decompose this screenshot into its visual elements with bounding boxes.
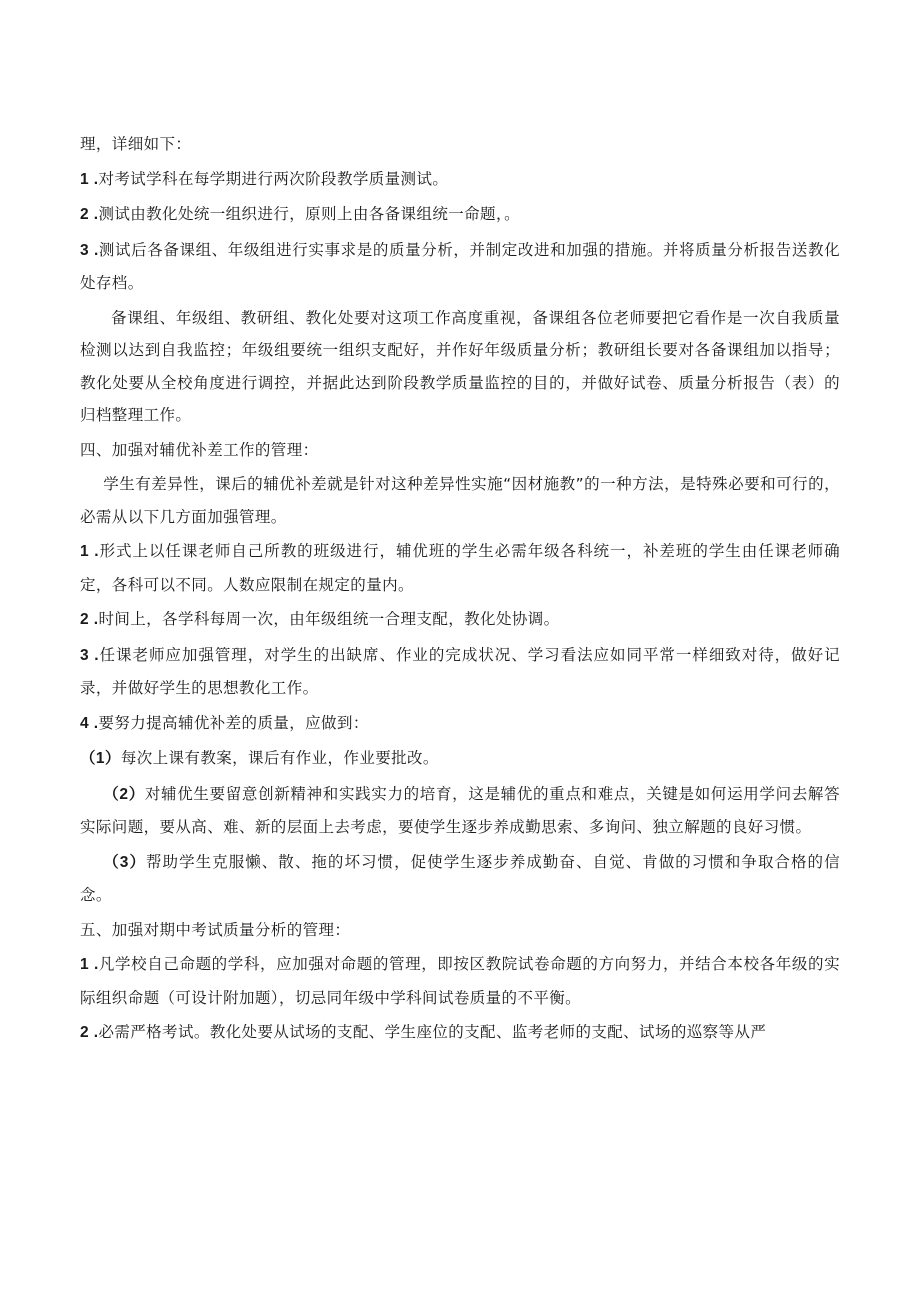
- heading-text: 五、加强对期中考试质量分析的管理：: [80, 920, 351, 939]
- list-number: 2 .: [80, 611, 99, 628]
- document-body: [80, 128, 840, 1052]
- list-item: [80, 948, 840, 1014]
- paragraph-intro: [80, 128, 840, 161]
- list-item: [80, 639, 840, 705]
- paragraph-text: 理，详细如下：: [80, 135, 192, 153]
- sub-list-item: [80, 778, 840, 844]
- list-number: 1 .: [80, 956, 99, 973]
- list-number: 3 .: [80, 241, 99, 259]
- list-item: [80, 1016, 840, 1050]
- paragraph-text: 学生有差异性，课后的辅优补差就是针对这种差异性实施“因材施教”的一种方法，是特殊必要和可行的，必需从以下几方面加强管理。: [80, 475, 840, 526]
- list-number: 2 .: [80, 1024, 99, 1041]
- list-text: 对考试学科在每学期进行两次阶段教学质量测试。: [98, 169, 449, 188]
- list-text: 时间上，各学科每周一次，由年级组统一合理支配，教化处协调。: [98, 610, 560, 628]
- list-number: 1 .: [80, 543, 99, 560]
- list-item: [80, 603, 840, 637]
- sub-list-text: 每次上课有教案，课后有作业，作业要批改。: [120, 749, 439, 767]
- sub-list-text: 帮助学生克服懒、散、拖的坏习惯，促使学生逐步养成勤奋、自觉、肯做的习惯和争取合格的信念。: [80, 852, 840, 904]
- list-number: 3 .: [80, 646, 99, 664]
- list-text: 形式上以任课老师自己所教的班级进行，辅优班的学生必需年级各科统一，补差班的学生由任课老师确定，各科可以不同。人数应限制在规定的量内。: [80, 542, 840, 594]
- sub-list-item: [80, 742, 840, 776]
- sub-list-number: （3）: [103, 853, 146, 871]
- list-item: [80, 234, 840, 300]
- paragraph-text: 备课组、年级组、教研组、教化处要对这项工作高度重视，备课组各位老师要把它看作是一次自我质量检测以达到自我监控；年级组要统一组织支配好，并作好年级质量分析；教研组长要对各备课组加以指导；教化处要从全校角度进行调控，并据此达到阶段教学质量监控的目的，并做好试卷、质量分析报告（表）的归档整理工作。: [80, 308, 840, 424]
- list-item: [80, 535, 840, 601]
- list-text: 测试由教化处统一组织进行，原则上由各备课组统一命题，。: [98, 205, 520, 223]
- paragraph-body: [80, 468, 840, 533]
- list-text: 凡学校自己命题的学科，应加强对命题的管理，即按区教院试卷命题的方向努力，并结合本校各年级的实际组织命题（可设计附加题），切忌同年级中学科间试卷质量的不平衡。: [80, 955, 840, 1007]
- list-item: [80, 707, 840, 741]
- paragraph-body: [80, 302, 840, 432]
- list-number: 4 .: [80, 714, 99, 732]
- sub-list-text: 对辅优生要留意创新精神和实践实力的培育，这是辅优的重点和难点，关键是如何运用学问去解答实际问题，要从高、难、新的层面上去考虑，要使学生逐步养成勤思索、多询问、独立解题的良好习惯。: [80, 784, 840, 836]
- section-heading-4: [80, 434, 840, 467]
- list-number: 1 .: [80, 170, 99, 188]
- list-item: [80, 163, 840, 197]
- list-text: 任课老师应加强管理，对学生的出缺席、作业的完成状况、学习看法应如同平常一样细致对待，做好记录，并做好学生的思想教化工作。: [80, 645, 840, 697]
- list-text: 测试后各备课组、年级组进行实事求是的质量分析，并制定改进和加强的措施。并将质量分析报告送教化处存档。: [80, 240, 840, 292]
- list-text: 要努力提高辅优补差的质量，应做到：: [98, 713, 369, 732]
- list-item: [80, 198, 840, 232]
- sub-list-number: （2）: [103, 785, 145, 803]
- list-number: 2 .: [80, 206, 99, 223]
- sub-list-number: （1）: [80, 750, 121, 767]
- sub-list-item: [80, 846, 840, 912]
- section-heading-5: [80, 914, 840, 947]
- heading-text: 四、加强对辅优补差工作的管理：: [80, 440, 319, 459]
- list-text: 必需严格考试。教化处要从试场的支配、学生座位的支配、监考老师的支配、试场的巡察等从严: [98, 1023, 767, 1041]
